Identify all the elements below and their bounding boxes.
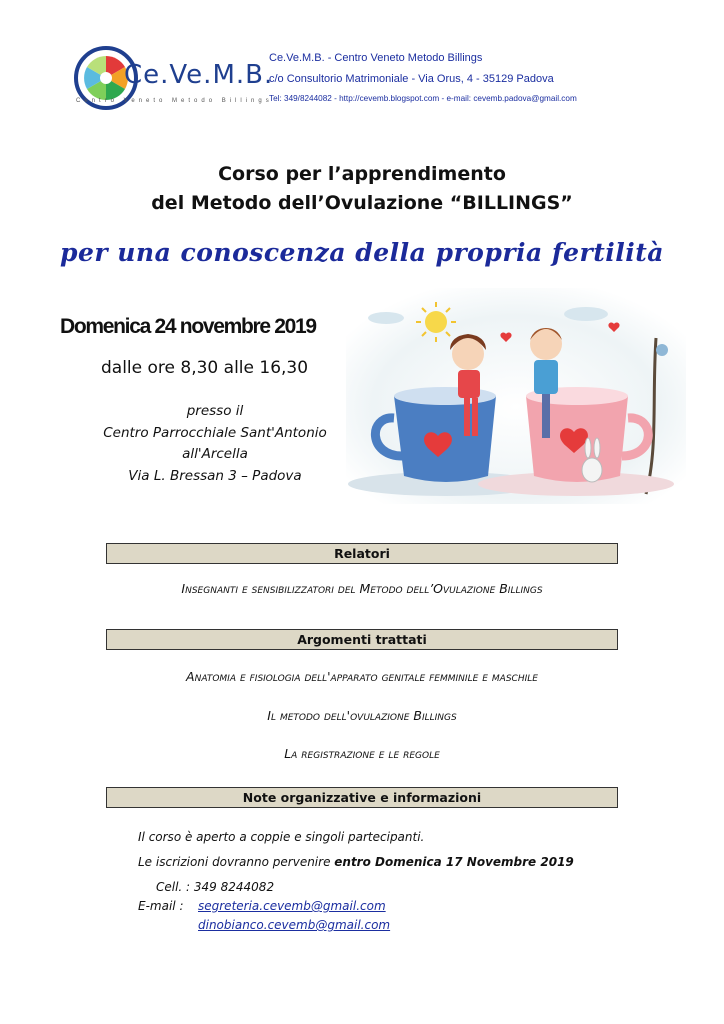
topic-item: La registrazione e le regole bbox=[284, 746, 440, 761]
logo bbox=[72, 42, 272, 112]
event-hours: dalle ore 8,30 alle 16,30 bbox=[101, 358, 309, 378]
venue-line: all'Arcella bbox=[182, 446, 248, 462]
course-title-line2: del Metodo dell’Ovulazione “BILLINGS” bbox=[151, 192, 573, 214]
course-subtitle: per una conoscenza della propria fertilità bbox=[59, 238, 665, 267]
couple-teacups-illustration bbox=[346, 288, 686, 504]
section-heading-note: Note organizzative e informazioni bbox=[106, 787, 618, 808]
email-label: E-mail : bbox=[138, 899, 184, 913]
course-title-line1: Corso per l’apprendimento bbox=[218, 163, 506, 185]
venue-line: Centro Parrocchiale Sant'Antonio bbox=[103, 425, 327, 441]
section-heading-argomenti: Argomenti trattati bbox=[106, 629, 618, 650]
header-address: c/o Consultorio Matrimoniale - Via Orus, 4 - 35129 Padova bbox=[269, 73, 554, 85]
logo-text: Ce.Ve.M.B. bbox=[124, 60, 274, 90]
header-contacts: Tel: 349/8244082 - http://cevemb.blogspot.com - e-mail: cevemb.padova@gmail.com bbox=[269, 94, 577, 103]
event-date: Domenica 24 novembre 2019 bbox=[60, 315, 316, 338]
note-participants: Il corso è aperto a coppie e singoli partecipanti. bbox=[138, 830, 425, 844]
deadline-date: entro Domenica 17 Novembre 2019 bbox=[334, 855, 574, 869]
logo-subtitle: Centro Veneto Metodo Billings bbox=[76, 98, 273, 104]
header-org-name: Ce.Ve.M.B. - Centro Veneto Metodo Billings bbox=[269, 52, 483, 64]
topic-item: Anatomia e fisiologia dell'apparato genitale femminile e maschile bbox=[186, 669, 538, 684]
relatori-text: Insegnanti e sensibilizzatori del Metodo dell’Ovulazione Billings bbox=[181, 581, 543, 596]
email-link-segreteria[interactable]: segreteria.cevemb@gmail.com bbox=[198, 899, 386, 913]
venue-line: Via L. Bressan 3 – Padova bbox=[128, 468, 302, 484]
deadline-prefix: Le iscrizioni dovranno pervenire bbox=[138, 855, 335, 869]
email-link-dinobianco[interactable]: dinobianco.cevemb@gmail.com bbox=[198, 918, 391, 932]
section-heading-relatori: Relatori bbox=[106, 543, 618, 564]
note-registration-deadline bbox=[138, 855, 574, 869]
venue-line: presso il bbox=[186, 403, 244, 419]
topic-item: Il metodo dell'ovulazione Billings bbox=[267, 708, 457, 723]
cell-phone: Cell. : 349 8244082 bbox=[156, 880, 275, 894]
